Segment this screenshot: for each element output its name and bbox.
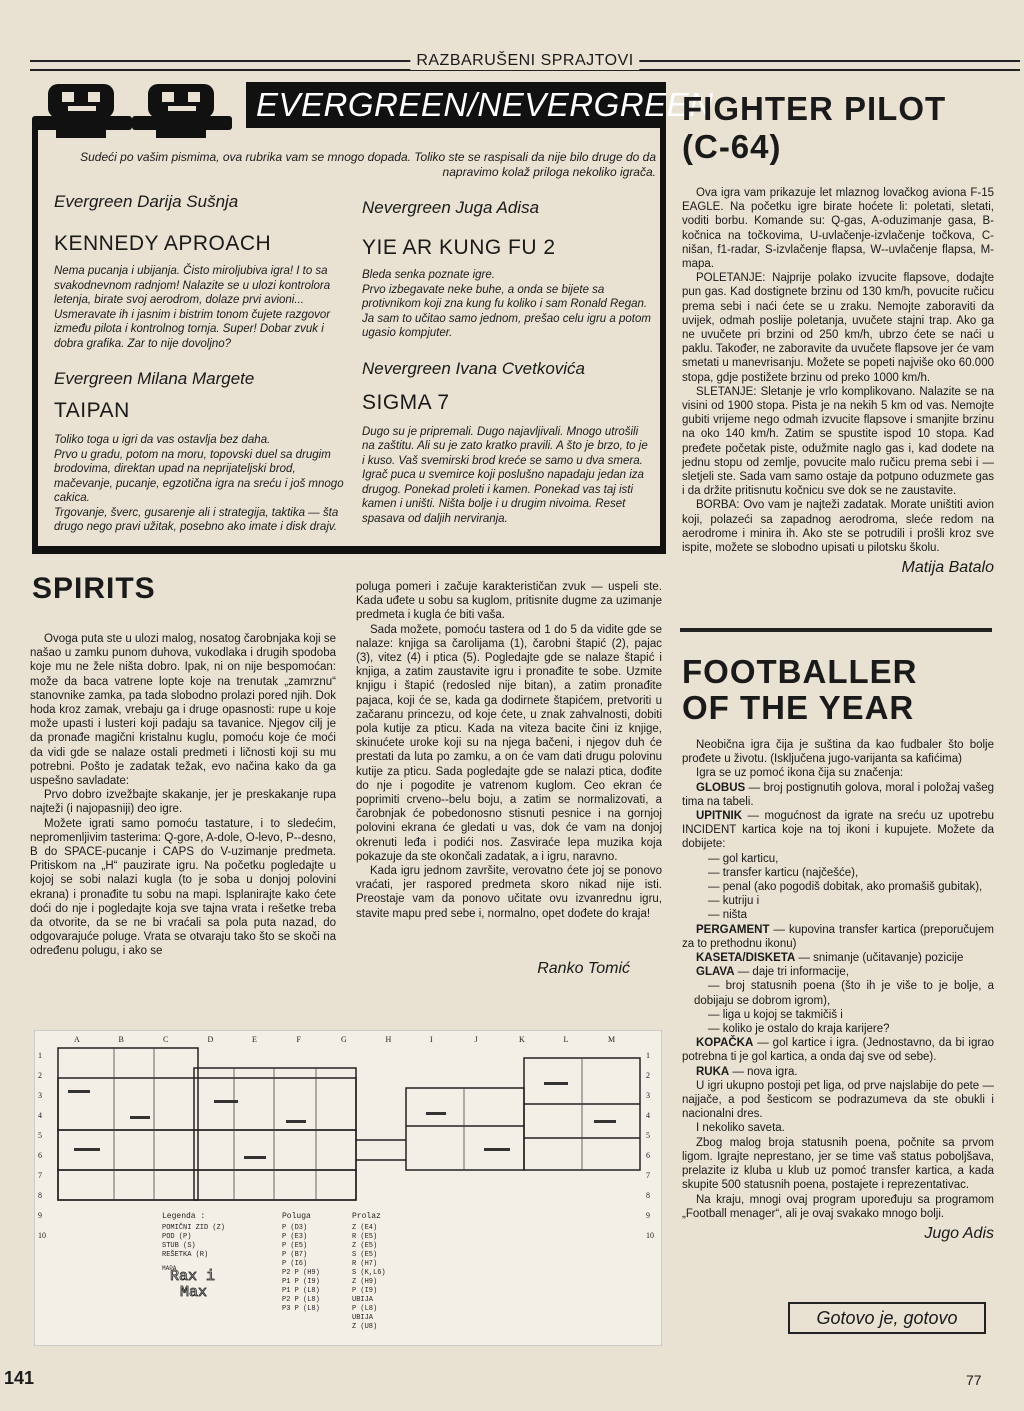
map-col-label: J: [474, 1035, 478, 1044]
legend-title: Legenda :: [162, 1212, 206, 1221]
nevergreen-col-2: [362, 198, 652, 526]
prolaz-item: Z (U8): [352, 1323, 378, 1331]
legend-item: POD (P): [162, 1233, 192, 1241]
map-row-label: 5: [646, 1131, 650, 1140]
prolaz-item: UBIJA: [352, 1296, 374, 1304]
map-col-label: D: [207, 1035, 214, 1044]
map-col-label: K: [519, 1035, 525, 1044]
intro-text: Sudeći po vašim pismima, ova rubrika vam se mnogo dopada. Toliko ste se raspisali da nije bilo druge do da napravimo kolaž priloga nekoliko igrača.: [80, 150, 656, 179]
football-p3: U igri ukupno postoji pet liga, od prve najslabije do pete — najjače, a pod šesticom se podrazumeva da ste obukli i nacionalni dres.: [682, 1079, 994, 1121]
section-title: RAZBARUŠENI SPRAJTOVI: [410, 52, 639, 70]
txt-upitnik: — mogućnost da igrate na sreću uz upotrebu INCIDENT kartica koje na toj ikoni i kupujete. Možete da dobijete:: [682, 810, 994, 851]
map-row-label: 9: [38, 1211, 42, 1220]
fighter-p2: POLETANJE: Najprije polako izvucite flapsove, dodajte pun gas. Kad dostignete brzinu od 130 km/h, povucite ručicu prema sebi i naći ćete se u zraku. Nemojte zaboraviti da uvijek, odmah poslije poletanja, uvučete stajni trap. Ako ga ne uvučete pri brzini od 250 km/h, ubrzo ćete se naći u paklu. Također, ne zaboravite da uvučete flapsove jer će vam smetati u manevrisanju. Možete se popeti najviše oko 60.000 stopa, gdje postižete brzinu od preko 1000 km/h.: [682, 272, 994, 384]
spirits-p5: Sada možete, pomoću tastera od 1 do 5 da vidite gde se nalaze: knjiga sa čarolijama (1), čarobni štapić (2), pajac (3), vitez (4) i ptica (5). Pogledajte gde se nalaze štapić i knjiga, a zatim zaustavite igru i pronađite te sobe. Uzmite knjigu i štapić (redosled nije bitan), a zatim pronađite pajaca, koji će se, kada ga dodirnete štapićem, pretvoriti u začaranu princezu, od koje ćete, u znak zahvalnosti, dobiti pola kutije za pticu. Kada na viteza bacite čini iz knjige, skinućete uroke koji su na njega bačeni, i njegov duh će prestati da luta po zamku, a on će vam dati drugu polovinu kutije za pticu. Sada pogledajte gde se nalazi ptica, dođite do nje i pogodite je vatrenom kuglom. Ceo ekran će poprimiti crveno--belu boju, a zatim se normalizovati, a čarobnjak će pobedonosno stisnuti pesnice i na gornjoj polovini ekrana će gledati u vas, dok će vam na donjoj okrenuti leđa i podići nos. Zasviraće lepa muzika koja pokazuje da ste okončali zadatak, a i igru, naravno.: [356, 623, 662, 863]
map-row-label: 3: [646, 1091, 650, 1100]
fighter-title-2: (C-64): [682, 128, 782, 165]
poluga-item: P3 P (L8): [282, 1305, 320, 1313]
spirits-p2: Prvo dobro izvežbajte skakanje, jer je preskakanje rupa najteži (i najopasniji) deo igre.: [30, 789, 336, 816]
spirits-p4: poluga pomeri i začuje karakterističan zvuk — uspeli ste. Kada uđete u sobu sa kuglom, pritisnite dugme za uzimanje predmeta i kugla će biti vaša.: [356, 581, 662, 622]
prolaz-item: Z (H9): [352, 1278, 378, 1286]
txt-glava: — daje tri informacije,: [734, 966, 849, 979]
spirits-col-1: [30, 632, 336, 959]
review-taipan-1: Toliko toga u igri da vas ostavlja bez daha.: [54, 434, 271, 446]
page-number-left: 141: [4, 1368, 35, 1388]
byline-milana: Evergreen Milana Margete: [54, 369, 255, 388]
kw-upitnik: UPITNIK: [696, 810, 742, 823]
fighter-signature: Matija Batalo: [901, 559, 994, 577]
legend-item: REŠETKA (R): [162, 1251, 209, 1259]
spirits-p3: Možete igrati samo pomoću tastature, i to sledećim, nepromenljivim tasterima: Q-gore, A-dole, O-levo, P--desno, B do SPACE-pucanje i CAPS do V-uzimanje predmeta. Pritiskom na „H“ pauzirate igru. Na početku pogledajte u kojoj se sobi nalazi kugla (to je soba u donjoj polovini ekrana) i pronađite tu sobu na mapi. Isplanirajte kako ćete doći do nje i pogledajte koja sve tajna vrata i rešetke treba da otvorite, da se ne bi vraćali sa pola puta nazad, do odgovarajuće poluge. Vrata se otvaraju tako što se skoči na određenu polugu, i ako se: [30, 817, 336, 958]
title-taipan: TAIPAN: [54, 399, 130, 422]
prolaz-item: R (E5): [352, 1233, 378, 1241]
map-row-label: 10: [38, 1231, 46, 1240]
map-row-label: 8: [646, 1191, 650, 1200]
poluga-item: P (E5): [282, 1242, 308, 1250]
map-col-label: H: [385, 1035, 392, 1044]
football-l4: — kutriju i: [708, 895, 760, 908]
map-row-label: 2: [38, 1071, 42, 1080]
football-g1: — broj statusnih poena (što ih je više to je bolje, a dobijaju se dobrom igrom),: [694, 980, 994, 1007]
map-row-label: 8: [38, 1191, 42, 1200]
football-kopacka: [682, 1036, 994, 1064]
kw-kopacka: KOPAČKA: [696, 1037, 754, 1050]
map-row-label: 7: [38, 1171, 42, 1180]
map-col-label: L: [563, 1035, 569, 1044]
poluga-item: P2 P (L8): [282, 1296, 320, 1304]
prolaz-item: P (I9): [352, 1287, 378, 1295]
map-row-label: 4: [646, 1111, 650, 1120]
fighter-p1: Ova igra vam prikazuje let mlaznog lovačkog aviona F-15 EAGLE. Na početku igre birate hoćete li: poletati, sletati, voditi borbu. Komande su: Q-gas, A-oduzimanje gasa, B-kočnica na točkovima, U-uvlačenje-izvlačenje točkova, C-nišan, f1-radar, S-izvlačenje flapsa, W--uvlačenje flapsa, M-mapa.: [682, 187, 994, 271]
football-globus: [682, 781, 994, 809]
spirits-map: [34, 1030, 662, 1346]
byline-ivana: Nevergreen Ivana Cvetkovića: [362, 358, 586, 378]
logo-rax: Rax i: [170, 1268, 216, 1285]
football-body: [682, 738, 994, 1221]
football-glava: [682, 965, 994, 979]
map-col-label: G: [341, 1035, 347, 1044]
title-kennedy: KENNEDY APROACH: [54, 232, 272, 255]
prolaz-item: S (K,L6): [352, 1269, 386, 1277]
gotovo-box: Gotovo je, gotovo: [788, 1302, 986, 1334]
section-header: [30, 52, 1020, 76]
kw-ruka: RUKA: [696, 1065, 730, 1078]
spirits-title: SPIRITS: [32, 572, 156, 605]
fighter-p3: SLETANJE: Sletanje je vrlo komplikovano. Nalazite se na visini od 1900 stopa. Pista je na nekih 5 km od vas. Nemojte gubiti vrijeme nego odmah izvucite flapsove i smanjite brzinu na oko 140 km/h. Zatim se spustite ispod 10 stopa. Kad pređete početak piste, odužmite naglo gas i, kad dodete na jednu stopu od zemlje, povucite malo ručicu prema sebi i — sletjeli ste. Sada vam samo ostaje da potpuno oduzmete gas i da držite pritisnutu kočnicu sve dok se ne zaustavite.: [682, 385, 994, 498]
football-p4: I nekoliko saveta.: [696, 1122, 785, 1135]
evergreen-banner: EVERGREEN/NEVERGREEN: [246, 82, 666, 128]
legend-item: POMIČNI ZID (Z): [162, 1224, 226, 1232]
poluga-title: Poluga: [282, 1212, 311, 1221]
map-row-label: 10: [646, 1231, 654, 1240]
map-row-label: 1: [646, 1051, 650, 1060]
football-signature: Jugo Adis: [924, 1224, 994, 1242]
logo-max: Max: [180, 1284, 208, 1301]
football-l1: — gol karticu,: [708, 852, 779, 865]
map-row-label: 7: [646, 1171, 650, 1180]
prolaz-item: Z (E5): [352, 1242, 378, 1250]
map-col-label: M: [608, 1035, 616, 1044]
prolaz-title: Prolaz: [352, 1212, 381, 1221]
poluga-item: P1 P (I9): [282, 1278, 320, 1286]
evergreen-col-1: [54, 192, 344, 535]
page-number-right: 77: [966, 1372, 982, 1388]
map-row-label: 6: [38, 1151, 42, 1160]
poluga-item: P2 P (H9): [282, 1269, 320, 1277]
football-p6: Na kraju, mnogi ovaj program upoređuju sa programom „Football menager“, ali je ovaj svakako mnogo bolji.: [682, 1193, 994, 1220]
football-l3: — penal (ako pogodiš dobitak, ako promašiš gubitak),: [708, 881, 983, 894]
football-upitnik: [682, 809, 994, 852]
review-yie-2: Prvo izbegavate neke buhe, a onda se bijete sa protivnikom koji zna kung fu koliko i sam Ronald Regan.: [362, 283, 648, 310]
map-col-label: A: [74, 1035, 80, 1044]
prolaz-item: R (H7): [352, 1260, 378, 1268]
map-col-label: E: [252, 1035, 257, 1044]
fighter-title-1: FIGHTER PILOT: [682, 90, 947, 127]
map-col-label: B: [118, 1035, 124, 1044]
poluga-item: P (D3): [282, 1224, 308, 1232]
map-row-label: 1: [38, 1051, 42, 1060]
review-yie-3: Ja sam to učitao samo jednom, prešao celu igru a potom ugasio kompjuter.: [362, 312, 651, 339]
fighter-pilot-article: [682, 90, 994, 577]
divider-rule: [680, 628, 992, 632]
txt-globus: — broj postignutih golova, moral i položaj vašeg tima na tabeli.: [682, 781, 994, 808]
football-p5: Zbog malog broja statusnih poena, počnite sa prvom ligom. Igrajte neprestano, jer se time vaš status poboljšava, prelazite iz kluba u klub uz pomoć transfer kartica, a kada skupite 500 statusnih poena, postajete i reprezentativac.: [682, 1136, 994, 1192]
map-row-label: 4: [38, 1111, 42, 1120]
byline-juga: Nevergreen Juga Adisa: [362, 198, 540, 217]
football-title-2: OF THE YEAR: [682, 689, 915, 726]
poluga-item: P (E3): [282, 1233, 308, 1241]
kw-kaseta: KASETA/DISKETA: [696, 952, 796, 965]
poluga-item: P1 P (L8): [282, 1287, 320, 1295]
kw-pergament: PERGAMENT: [696, 923, 770, 936]
prolaz-item: P (L8): [352, 1305, 378, 1313]
legend-extra: MAPA: [162, 1265, 177, 1272]
byline-darija: Evergreen Darija Sušnja: [54, 192, 239, 211]
txt-ruka: — nova igra.: [729, 1065, 798, 1078]
review-yie-1: Bleda senka poznate igre.: [362, 269, 495, 281]
prolaz-item: UBIJA: [352, 1314, 374, 1322]
txt-kopacka: — gol kartice i igra. (Jednostavno, da bi igrao potrebna ti je gol kartica, a onda daj sve od sebe).: [682, 1037, 994, 1064]
map-row-label: 3: [38, 1091, 42, 1100]
txt-pergament: — kupovina transfer kartica (preporučujem za to prethodnu ikonu): [682, 923, 994, 950]
football-kaseta: [682, 951, 994, 965]
poluga-item: P (B7): [282, 1251, 308, 1259]
spirits-p1: Ovoga puta ste u ulozi malog, nosatog čarobnjaka koji se našao u zamku punom duhova, vukodlaka i drugih spodoba koje mu ne žele ništa dobro. Ipak, ni on nije bespomoćan: može da baca vatrene lopte koje na trenutak „zamrznu“ stanovnike zamka, pa tada slobodno prolazi pored njih. Dok hoda kroz zamak, vrebaju ga i druge opasnosti: rupe u koje može upasti i lusteri koji padaju sa tavanice. Njegov cilj je da pronađe magični kristalnu kuglu, pomoću koje će moći da vidi gde se nalaze ostali predmeti i ličnosti koji su mu potrebni. Pošto je zadatak težak, evo načina kako da ga uspešno savladate:: [30, 633, 336, 788]
map-row-label: 6: [646, 1151, 650, 1160]
football-ruka: [682, 1065, 994, 1079]
txt-kaseta: — snimanje (učitavanje) pozicije: [795, 952, 964, 965]
prolaz-item: Z (E4): [352, 1224, 378, 1232]
footballer-article: [682, 654, 994, 1243]
poluga-item: P (I6): [282, 1260, 308, 1268]
spirits-signature: Ranko Tomić: [537, 960, 630, 977]
review-kennedy: Nema pucanja i ubijanja. Čisto miroljubiva igra! I to sa svakodnevnom radnjom! Nalazite se u ulozi kontrolora letenja, birate svoj aerodrom, dolaze prvi avioni... Usmeravate ih i jasnim i bistrim tonom čujete razgovor između pilota i kontrolnog tornja. Super! Dobar zvuk i dobra grafika. Zar to nije dovoljno?: [54, 265, 331, 350]
prolaz-item: S (E5): [352, 1251, 378, 1259]
football-title-1: FOOTBALLER: [682, 653, 918, 690]
football-l5: — ništa: [708, 909, 747, 922]
spirits-col-2: [356, 580, 662, 921]
review-taipan-2: Prvo u gradu, potom na moru, topovski duel sa drugim brodovima, direktan upad na neprijateljski brod, mačevanje, pucanje, egzotična igra na sreću i još mnogo cakica.: [54, 448, 344, 504]
review-taipan-3: Trgovanje, šverc, gusarenje ali i strategija, taktika — šta drugo nego pravi užitak, posebno ako imate i disk drajv.: [54, 506, 339, 533]
football-g2: — liga u kojoj se takmičiš i: [708, 1008, 843, 1021]
football-l2: — transfer karticu (najčešće),: [708, 866, 859, 879]
review-sigma: Dugo su je pripremali. Dugo najavljivali. Mnogo utrošili na zaštitu. Ali su je zato kratko pravili. A što je brzo, to je i kuso. Vaš svemirski brod kreće se samo u dva smera. Igrač puca u svemirce koji poslušno napadaju jedan iza drugog. Ponekad proleti i kamen. Ponekad vas taj isti kamen i uništi. Ništa bolje i u drugim nivoima. Reset spasava od dalјih nerviranja.: [362, 425, 648, 525]
fighter-p4: BORBA: Ovo vam je najteži zadatak. Morate uništiti avion koji, polazeći sa zapadnog aerodroma, sleće redom na aerodrome i minira ih. Ako ste se potrudili i prošli kroz sve ispite, možete se slobodno upisati u pilotsku školu.: [682, 499, 994, 555]
map-col-label: F: [296, 1035, 301, 1044]
map-col-label: I: [430, 1035, 433, 1044]
map-row-label: 9: [646, 1211, 650, 1220]
football-p2: Igra se uz pomoć ikona čija su značenja:: [696, 767, 904, 780]
title-sigma: SIGMA 7: [362, 390, 450, 414]
football-g3: — koliko je ostalo do kraja karijere?: [708, 1023, 890, 1036]
map-row-label: 2: [646, 1071, 650, 1080]
football-perg: [682, 923, 994, 951]
title-yie-ar: YIE AR KUNG FU 2: [362, 236, 556, 259]
kw-globus: GLOBUS: [696, 781, 746, 794]
map-col-label: C: [163, 1035, 169, 1044]
spirits-p6: Kada igru jednom završite, verovatno ćete joj se ponovo vraćati, jer raspored predmeta skoro nikad nije isti. Preostaje vam da ponovo učitate ovu izvanrednu igru, stavite mapu pred sebe i, normalno, opet dođete do kraja!: [356, 865, 662, 920]
map-row-label: 5: [38, 1131, 42, 1140]
football-p1: Neobična igra čija je suština da kao fudbaler što bolje prođete u životu. (Isključena jugo-varijanta sa kafićima): [682, 739, 994, 766]
fighter-body: [682, 186, 994, 555]
legend-item: STUB (S): [162, 1242, 196, 1250]
kw-glava: GLAVA: [696, 966, 735, 979]
